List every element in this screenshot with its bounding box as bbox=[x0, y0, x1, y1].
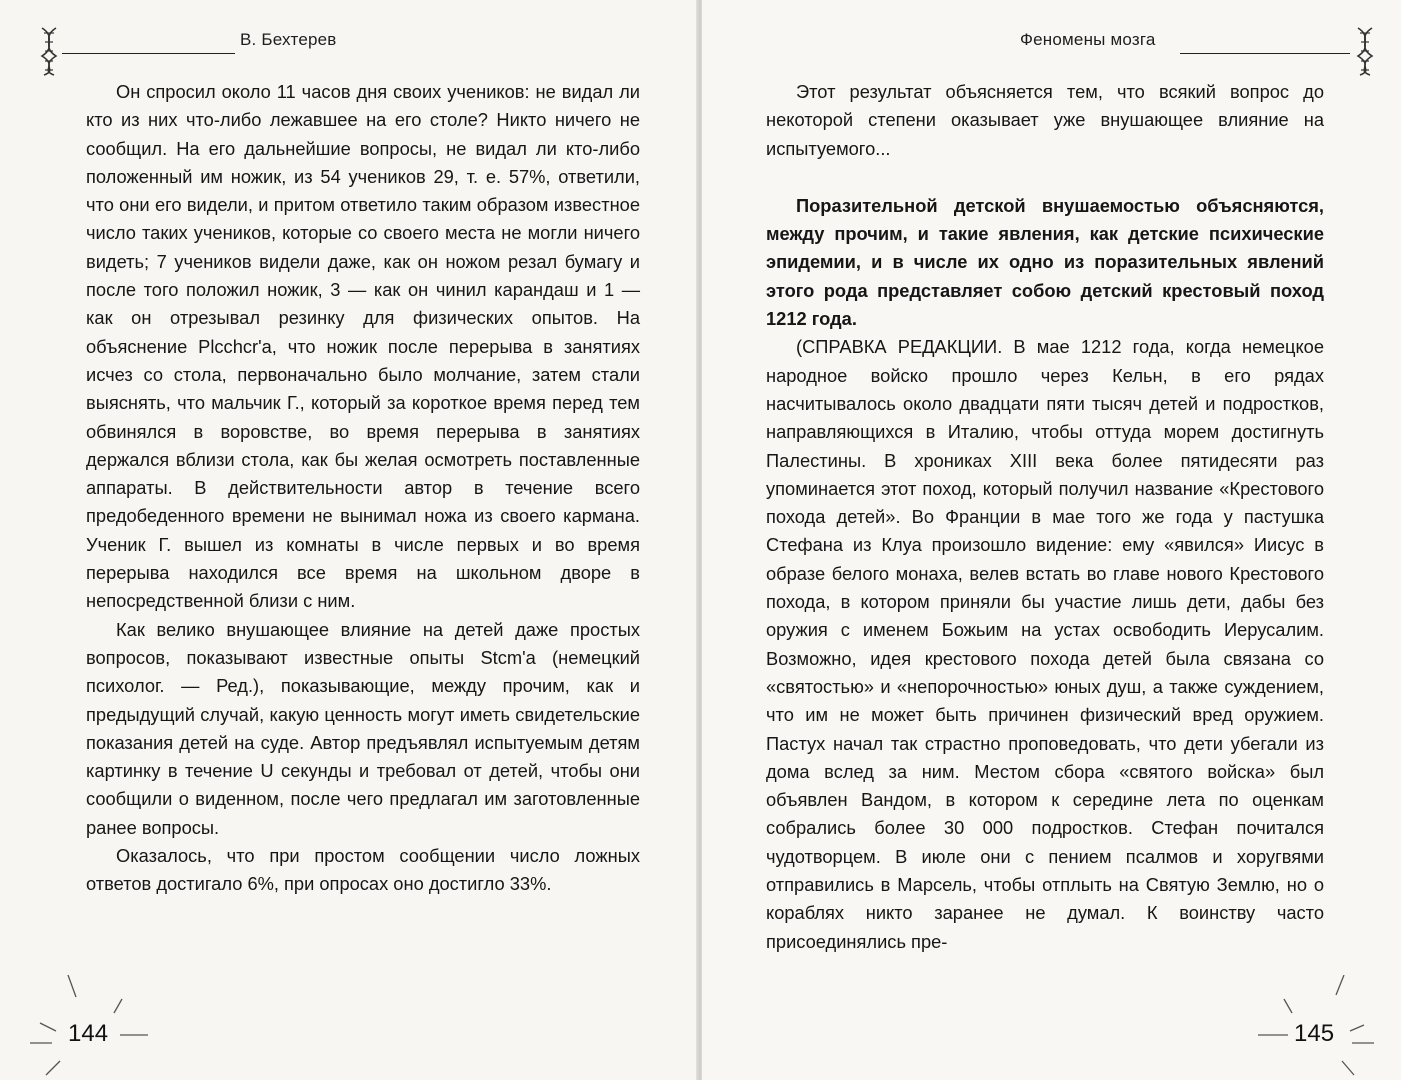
left-page-body bbox=[86, 78, 640, 899]
bold-paragraph: Поразительной детской внушаемостью объясняются, между прочим, и такие явления, как детские психические эпидемии, и в числе их одно из поразительных явлений этого рода представляет собою детский крестовый поход 1212 года. bbox=[766, 194, 1324, 330]
running-head-title: Феномены мозга bbox=[1020, 30, 1156, 49]
dna-helix-icon bbox=[36, 26, 62, 76]
header-rule bbox=[1180, 53, 1350, 54]
right-page bbox=[702, 0, 1401, 1080]
intro-paragraph: Этот результат объясняется тем, что всякий вопрос до некоторой степени оказывает уже внушающее влияние на испытуемого... bbox=[766, 81, 1324, 159]
header-rule bbox=[62, 53, 235, 54]
right-page-body bbox=[766, 78, 1324, 956]
left-page bbox=[0, 0, 699, 1080]
dna-helix-icon bbox=[1352, 26, 1378, 76]
page-number: 144 bbox=[68, 1020, 109, 1047]
editorial-note: (СПРАВКА РЕДАКЦИИ. В мае 1212 года, когда немецкое народное войско прошло через Кельн, в его рядах насчитывалось около двадцати пяти тысяч детей и подростков, направляющихся в Италию, чтобы оттуда морем достигнуть Палестины. В хрониках XIII века более пятидесяти раз упоминается этот поход, который получил название «Крестового похода детей». Во Франции в мае того же года у пастушка Стефана из Клуа произошло видение: ему «явился» Иисус в образе белого монаха, велев встать во главе нового Крестового похода, в котором приняли бы участие лишь дети, дабы без оружия с именем Божьим на устах освободить Иерусалим. Возможно, идея крестового похода детей была связана со «святостью» и «непорочностью» юных душ, а также суждением, что им не может быть причинен физический вред оружием. Пастух начал так страстно проповедовать, что дети убегали из дома вслед за ним. Местом сбора «святого войска» был объявлен Вандом, в котором к середине лета по оценкам собрались более 30 000 подростков. Стефан почитался чудотворцем. В июле они с пением псалмов и хоругвями отправились в Марсель, чтобы отплыть на Святую Землю, но о кораблях никто заранее не думал. К воинству часто присоединялись пре- bbox=[766, 336, 1324, 952]
paragraph: Оказалось, что при простом сообщении число ложных ответов достигало 6%, при опросах оно достигло 33%. bbox=[86, 845, 640, 895]
paragraph: Он спросил около 11 часов дня своих учеников: не видал ли кто из них что-либо лежавшее на его столе? Никто ничего не сообщил. На его дальнейшие вопросы, не видал ли кто-либо положенный им ножик, из 54 учеников 29, т. е. 57%, ответили, что они его видели, и притом ответило таким образом известное число таких учеников, которые со своего места не могли ничего видеть; 7 учеников видели даже, как он ножом резал бумагу и после того положил ножик, 3 — как он чинил карандаш и 1 — как он отрезывал резинку для физических опытов. На объяснение Plcchcr'a, что ножик после перерыва в занятиях исчез со стола, первоначально было молчание, затем стали выяснять, что мальчик Г., который за короткое время перед тем обвинялся в воровстве, во время перерыва в занятиях держался вблизи стола, как бы желая осмотреть поставленные аппараты. В действительности автор в течение всего предобеденного времени не вынимал ножа из своего кармана. Ученик Г. вышел из комнаты в числе первых и во время перерыва находился все время на школьном дворе в непосредственной близи с ним. bbox=[86, 81, 640, 612]
page-number: 145 bbox=[1294, 1020, 1335, 1047]
running-head-author: В. Бехтерев bbox=[240, 30, 337, 49]
paragraph: Как велико внушающее влияние на детей даже простых вопросов, показывают известные опыты Stcm'a (немецкий психолог. — Ред.), показывающие, между прочим, как и предыдущий случай, какую ценность могут иметь свидетельские показания детей на суде. Автор предъявлял испытуемым детям картинку в течение U секунды и требовал от детей, чтобы они сообщили о виденном, после чего предлагал им заготовленные ранее вопросы. bbox=[86, 618, 640, 838]
